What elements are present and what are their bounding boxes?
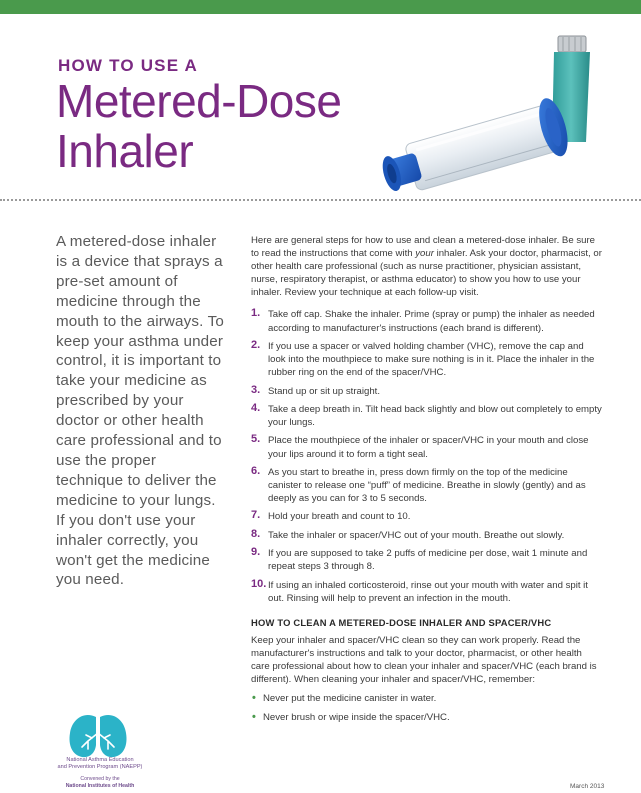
step-text: Hold your breath and count to 10. — [268, 511, 411, 523]
lead-text-2: inhaler. Ask your doctor, pharmacist, or other health care professional (such as nurse practitioner, physician assistant, nurse, respiratory therapist, or asthma educator) to show you how to use your inhaler. Review your technique at each follow-up visit. — [251, 248, 602, 299]
step-number: 4. — [251, 401, 261, 414]
step-number: 1. — [251, 307, 261, 320]
publication-date: March 2013 — [570, 783, 605, 790]
steps-list — [251, 308, 603, 604]
step-text: If using an inhaled corticosteroid, rinse out your mouth with water and spit it out. Rinsing will help to prevent an infection in the mouth. — [268, 579, 588, 604]
top-color-bar — [0, 0, 641, 14]
step-item — [251, 308, 603, 334]
convened-line-1: Convened by the — [80, 776, 120, 782]
step-item — [251, 529, 603, 542]
step-item — [251, 579, 603, 605]
step-text: Take off cap. Shake the inhaler. Prime (spray or pump) the inhaler as needed according to manufacturer's instructions (each brand is different). — [268, 309, 595, 334]
step-item — [251, 403, 603, 429]
step-number: 9. — [251, 546, 261, 559]
page-title — [56, 76, 341, 176]
org-line-2: and Prevention Program (NAEPP) — [57, 764, 143, 770]
step-item — [251, 510, 603, 523]
bullet-dot-icon: • — [252, 692, 256, 705]
bullet-text: Never brush or wipe inside the spacer/VHC. — [263, 712, 450, 724]
cleaning-paragraph: Keep your inhaler and spacer/VHC clean so they can work properly. Read the manufacturer's instructions and talk to your doctor, pharmacist, or other health care professional about how to clean your inhaler and spacer/VHC (each brand is different). When cleaning your inhaler and spacer/VHC, remember: — [251, 635, 597, 686]
step-text: Stand up or sit up straight. — [268, 385, 380, 397]
step-item — [251, 340, 603, 379]
lead-text-1: Here are general steps for how to use and clean a metered-dose inhaler. Be sure to read the instructions that come with — [251, 235, 595, 260]
step-item — [251, 434, 603, 460]
bullet-text: Never put the medicine canister in water. — [263, 693, 437, 705]
step-number: 6. — [251, 464, 261, 477]
step-number: 10. — [251, 577, 267, 590]
step-number: 7. — [251, 509, 261, 522]
step-item — [251, 385, 603, 398]
convened-by — [54, 776, 146, 789]
step-number: 8. — [251, 527, 261, 540]
convened-line-2: National Institutes of Health — [65, 782, 135, 789]
bullet-item — [251, 711, 603, 724]
cleaning-heading: HOW TO CLEAN A METERED-DOSE INHALER AND SPACER/VHC — [251, 616, 552, 628]
org-line-1: National Asthma Education — [66, 757, 134, 763]
step-item — [251, 547, 603, 573]
step-item — [251, 466, 603, 505]
step-text: If you are supposed to take 2 puffs of medicine per dose, wait 1 minute and repeat steps 3 through 8. — [268, 548, 588, 573]
step-number: 2. — [251, 338, 261, 351]
step-text: Place the mouthpiece of the inhaler or spacer/VHC in your mouth and close your lips around it to form a tight seal. — [268, 435, 589, 460]
step-text: If you use a spacer or valved holding chamber (VHC), remove the cap and look into the mouthpiece to make sure nothing is in it. Place the inhaler in the rubber ring on the end of the spacer/VHC. — [268, 340, 595, 379]
title-line-2: Inhaler — [56, 125, 194, 177]
intro-paragraph: A metered-dose inhaler is a device that sprays a pre-set amount of medicine through the mouth to the airways. To keep your asthma under control, it is important to take your medicine as prescribed by your doctor or other health care professional and to use the proper technique to deliver the medicine to your lungs. If you don't use your inhaler correctly, you won't get the medicine you need. — [56, 233, 224, 589]
step-text: Take a deep breath in. Tilt head back slightly and blow out completely to empty your lungs. — [268, 403, 602, 429]
step-text: As you start to breathe in, press down firmly on the top of the medicine canister to release one “puff” of medicine. Breathe in slowly (gently) and as deeply as you can for 3 to 5 seconds. — [268, 466, 586, 505]
lead-emphasis: your — [415, 248, 434, 260]
organization-name — [54, 757, 146, 771]
section-divider — [0, 199, 641, 201]
step-text: Take the inhaler or spacer/VHC out of your mouth. Breathe out slowly. — [268, 529, 565, 541]
instructions-column — [251, 234, 603, 731]
title-kicker: HOW TO USE A — [58, 56, 199, 75]
bullet-item — [251, 692, 603, 705]
step-number: 5. — [251, 433, 261, 446]
bullet-dot-icon: • — [252, 711, 256, 724]
title-line-1: Metered-Dose — [56, 75, 342, 127]
lead-paragraph — [251, 234, 603, 299]
cleaning-bullets — [251, 692, 603, 724]
inhaler-spacer-image — [368, 34, 600, 196]
step-number: 3. — [251, 383, 261, 396]
